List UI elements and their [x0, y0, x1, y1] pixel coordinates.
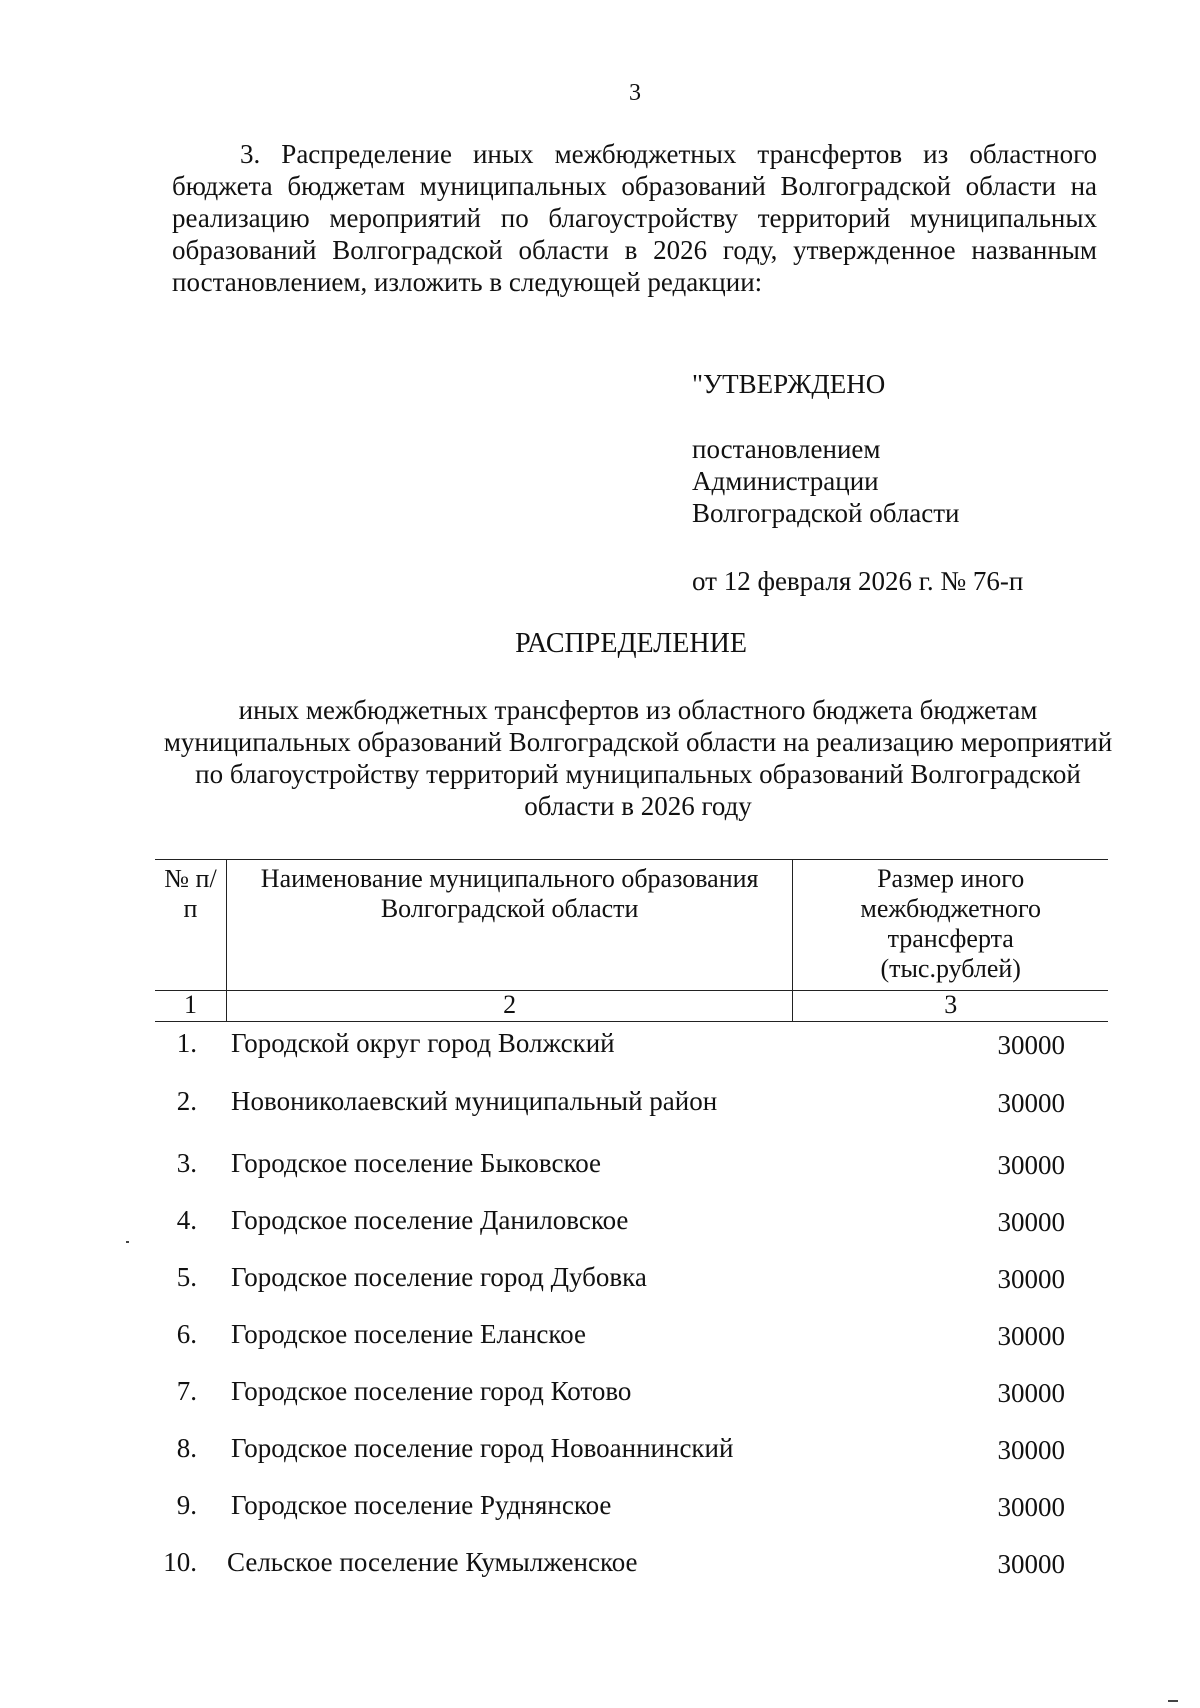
row-number: 5.	[176, 1262, 197, 1292]
scan-speck	[1168, 1700, 1178, 1702]
intro-paragraph: 3. Распределение иных межбюджетных трансфертов из областного бюджета бюджетам муниципальных образований Волгоградской области на реализацию мероприятий по благоустройству территорий муниципальных образований Волгоградской области в 2026 году, утвержденное названным постановлением, изложить в следующей редакции:	[172, 139, 1097, 297]
table-header	[155, 859, 1108, 1022]
row-amount: 30000	[997, 1264, 1065, 1294]
table-row	[155, 1028, 1095, 1068]
row-number: 2.	[176, 1086, 197, 1116]
approval-line-1: постановлением	[692, 434, 881, 464]
table-row	[155, 1433, 1095, 1473]
approval-title: "УТВЕРЖДЕНО	[692, 369, 886, 399]
row-number: 4.	[176, 1205, 197, 1235]
column-number-row	[155, 991, 1108, 1022]
column-number: 2	[226, 991, 793, 1022]
row-amount: 30000	[997, 1150, 1065, 1180]
approval-line-2: Администрации	[692, 466, 879, 496]
row-amount: 30000	[997, 1321, 1065, 1351]
table-row	[155, 1148, 1095, 1188]
row-amount: 30000	[997, 1088, 1065, 1118]
table-row	[155, 1376, 1095, 1416]
row-amount: 30000	[997, 1207, 1065, 1237]
row-number: 8.	[176, 1433, 197, 1463]
row-number: 1.	[176, 1028, 197, 1058]
header-num: № п/п	[155, 860, 226, 991]
row-name: Городское поселение город Котово	[231, 1376, 632, 1406]
table-row	[155, 1547, 1095, 1587]
column-number: 1	[155, 991, 226, 1022]
row-name: Городское поселение город Дубовка	[231, 1262, 647, 1292]
column-number: 3	[793, 991, 1108, 1022]
header-name: Наименование муниципального образования Волгоградской области	[226, 860, 793, 991]
row-name: Городское поселение город Новоаннинский	[231, 1433, 734, 1463]
table-header-row	[155, 860, 1108, 991]
header-amount: Размер иного межбюджетного трансферта (тыс.рублей)	[793, 860, 1108, 991]
table-row	[155, 1319, 1095, 1359]
row-number: 7.	[176, 1376, 197, 1406]
table-row	[155, 1262, 1095, 1302]
row-name: Новониколаевский муниципальный район	[231, 1086, 718, 1116]
row-amount: 30000	[997, 1378, 1065, 1408]
table-row	[155, 1086, 1095, 1126]
row-amount: 30000	[997, 1435, 1065, 1465]
distribution-subtitle: иных межбюджетных трансфертов из областного бюджета бюджетам муниципальных образований Волгоградской области на реализацию мероприятий по благоустройству территорий муниципальных образований Волгоградской области в 2026 году	[163, 695, 1113, 821]
table-row	[155, 1205, 1095, 1245]
row-name: Сельское поселение Кумылженское	[227, 1547, 638, 1577]
row-amount: 30000	[997, 1492, 1065, 1522]
distribution-title: РАСПРЕДЕЛЕНИЕ	[515, 628, 747, 659]
approval-block	[692, 433, 960, 529]
row-number: 10.	[163, 1547, 197, 1577]
row-number: 3.	[176, 1148, 197, 1178]
table-row	[155, 1490, 1095, 1530]
row-number: 9.	[176, 1490, 197, 1520]
row-name: Городское поселение Еланское	[231, 1319, 586, 1349]
scan-speck	[126, 1241, 129, 1243]
row-name: Городское поселение Быковское	[231, 1148, 602, 1178]
row-amount: 30000	[997, 1030, 1065, 1060]
page-number: 3	[629, 80, 641, 106]
row-amount: 30000	[997, 1549, 1065, 1579]
approval-line-3: Волгоградской области	[692, 498, 960, 528]
approval-date: от 12 февраля 2026 г. № 76-п	[692, 566, 1024, 596]
row-name: Городское поселение Руднянское	[231, 1490, 612, 1520]
row-number: 6.	[176, 1319, 197, 1349]
row-name: Городское поселение Даниловское	[231, 1205, 629, 1235]
row-name: Городской округ город Волжский	[231, 1028, 615, 1058]
